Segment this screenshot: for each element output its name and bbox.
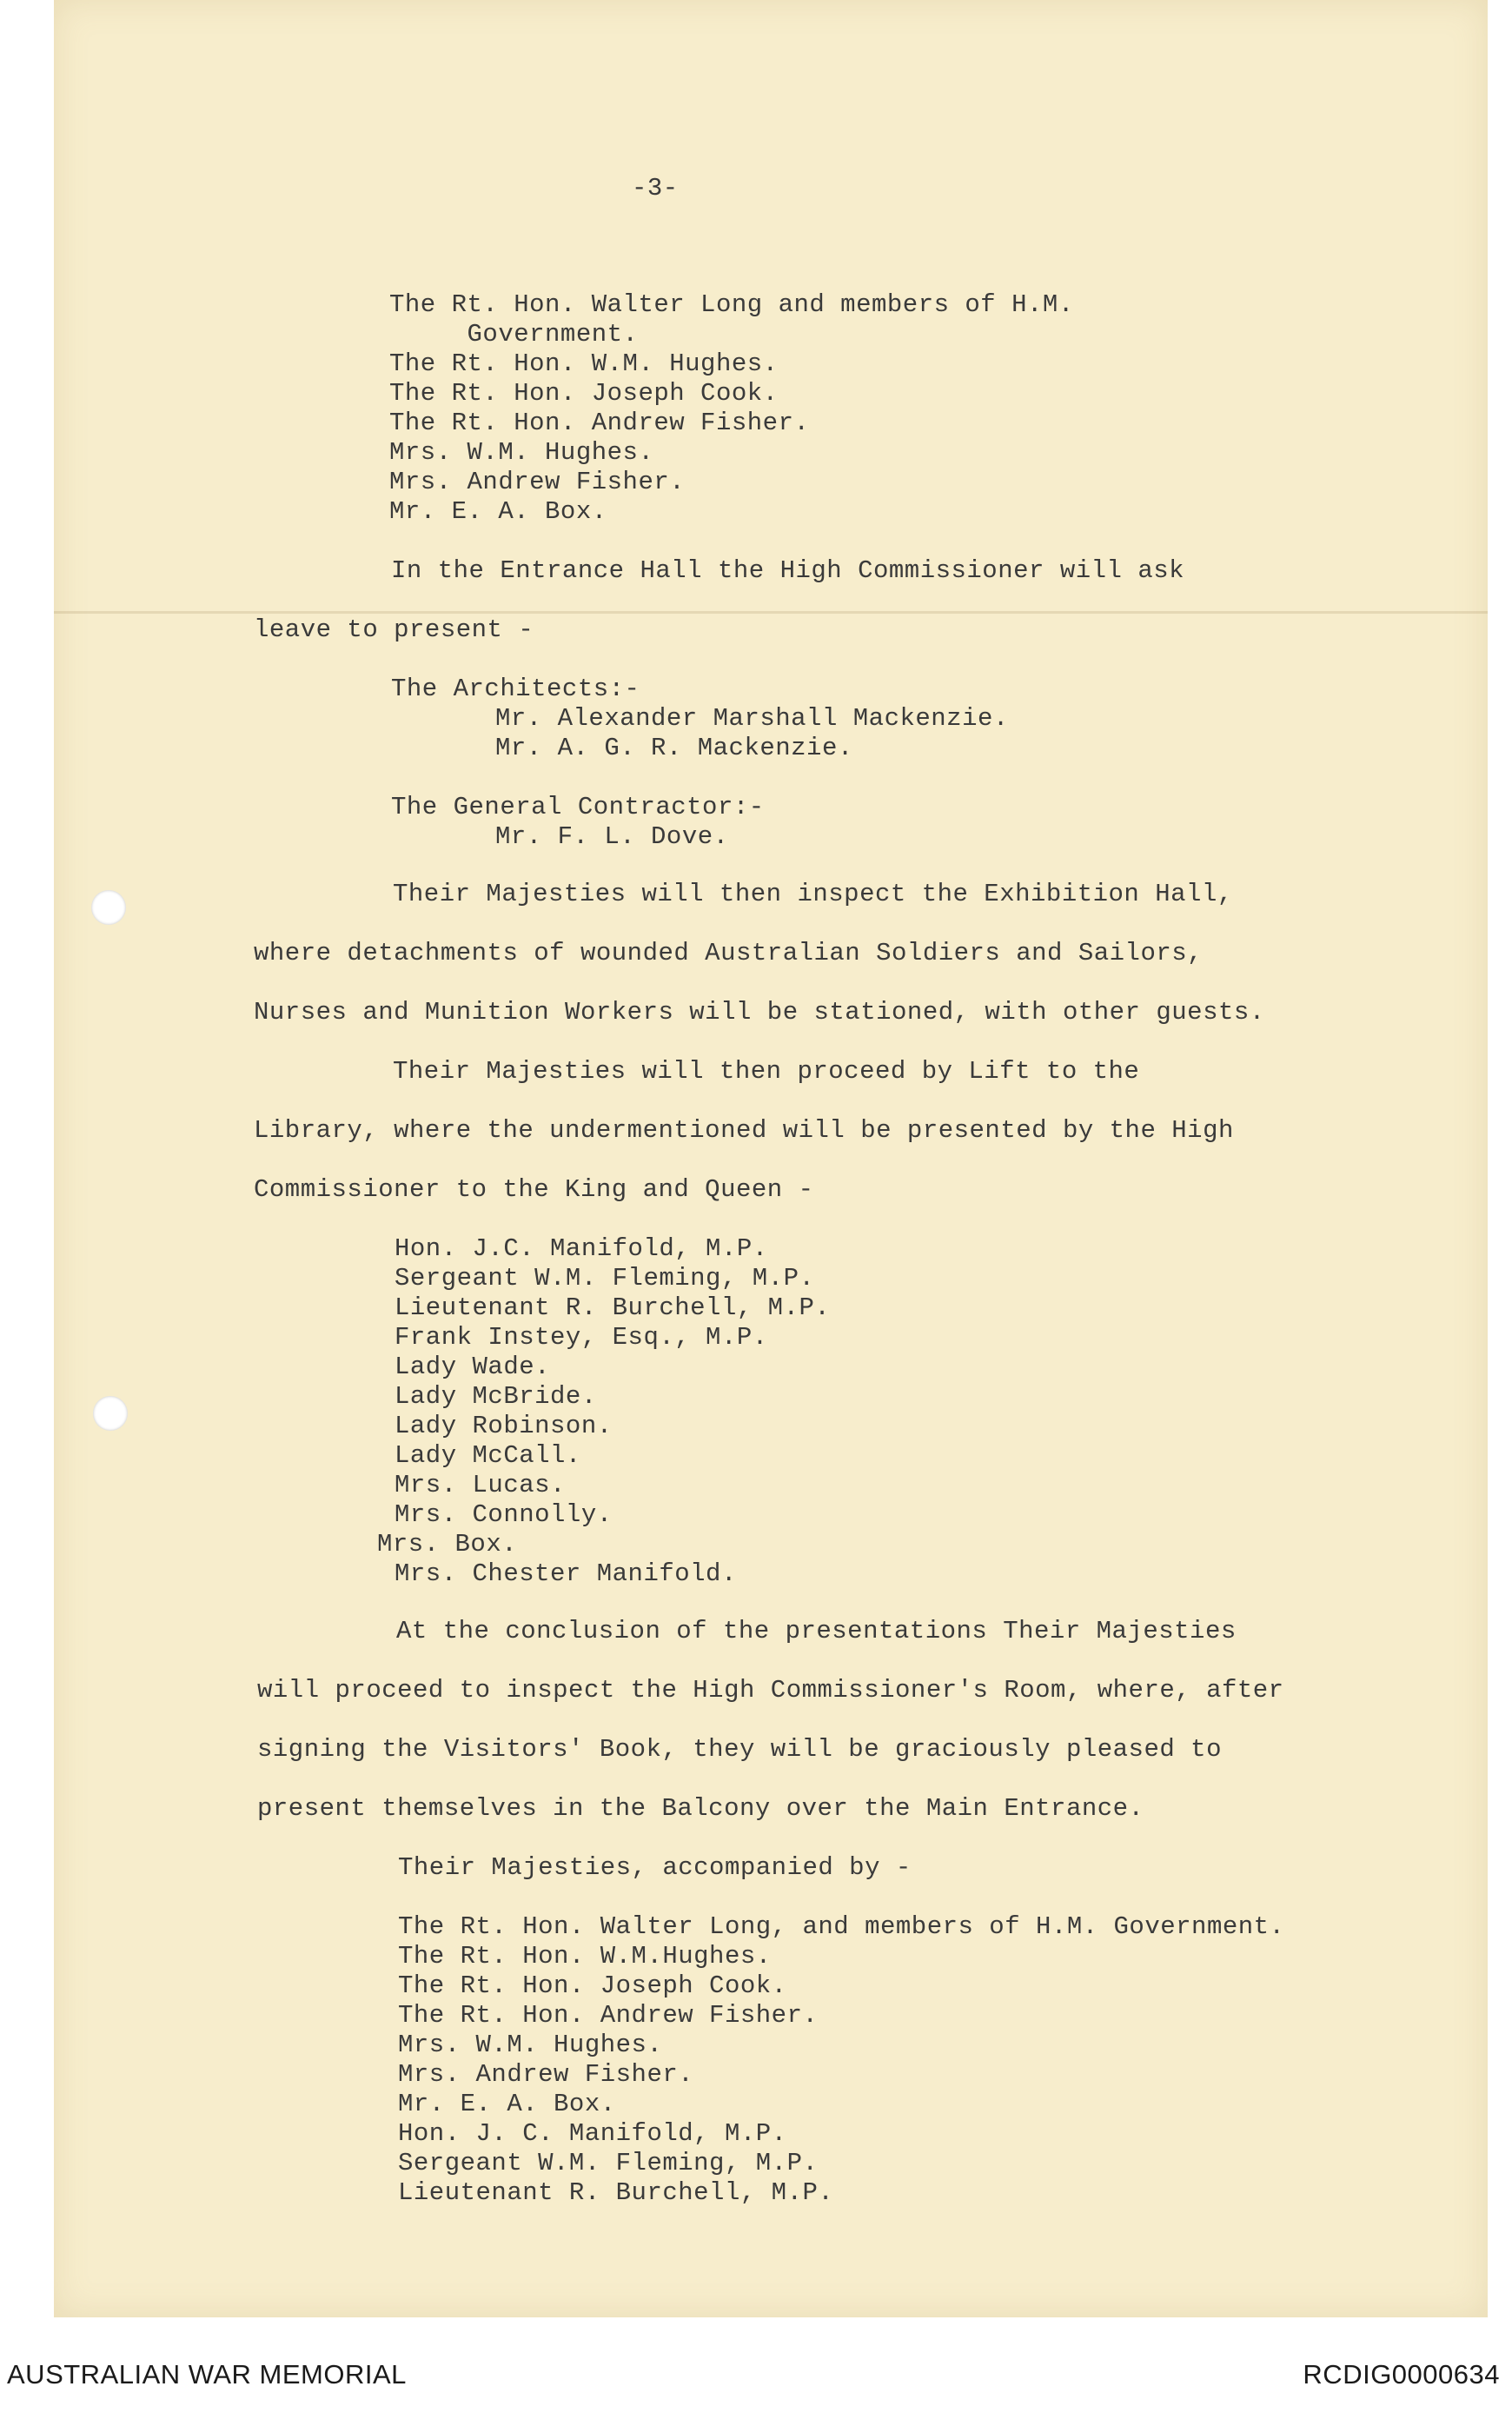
list-item: Hon. J.C. Manifold, M.P. bbox=[395, 1234, 768, 1263]
page-number: -3- bbox=[632, 174, 679, 203]
punch-hole bbox=[91, 890, 126, 925]
list-item: Sergeant W.M. Fleming, M.P. bbox=[395, 1264, 815, 1293]
document-paper bbox=[54, 0, 1488, 2317]
paragraph-line: signing the Visitors' Book, they will be graciously pleased to bbox=[257, 1735, 1222, 1764]
list-item: The Rt. Hon. Joseph Cook. bbox=[389, 379, 779, 408]
list-item: Hon. J. C. Manifold, M.P. bbox=[398, 2119, 787, 2148]
paragraph-line: At the conclusion of the presentations Their Majesties bbox=[396, 1617, 1237, 1645]
contractor-heading: The General Contractor:- bbox=[391, 793, 765, 821]
paragraph-line: where detachments of wounded Australian Soldiers and Sailors, bbox=[254, 939, 1204, 967]
paragraph-line: present themselves in the Balcony over the Main Entrance. bbox=[257, 1794, 1144, 1823]
architects-heading: The Architects:- bbox=[391, 675, 640, 703]
list-item: Lieutenant R. Burchell, M.P. bbox=[398, 2178, 834, 2207]
paragraph-line: Library, where the undermentioned will be presented by the High bbox=[254, 1116, 1234, 1145]
list-item: Mr. E. A. Box. bbox=[398, 2090, 616, 2118]
footer-record-id: RCDIG0000634 bbox=[1303, 2359, 1500, 2390]
list-item: Lady Wade. bbox=[395, 1353, 551, 1381]
list-item: Mrs. W.M. Hughes. bbox=[398, 2031, 663, 2059]
list-item: The Rt. Hon. Andrew Fisher. bbox=[389, 409, 810, 437]
list-item: The Rt. Hon. Walter Long and members of H.M. bbox=[389, 290, 1074, 319]
list-item: Lady McCall. bbox=[395, 1441, 581, 1470]
list-item: The Rt. Hon. Andrew Fisher. bbox=[398, 2001, 819, 2030]
list-item: Mrs. Chester Manifold. bbox=[395, 1559, 737, 1588]
list-item: The Rt. Hon. W.M.Hughes. bbox=[398, 1942, 772, 1971]
list-item: Lady Robinson. bbox=[395, 1412, 613, 1440]
paper-fold bbox=[54, 611, 1488, 614]
list-item: Mr. A. G. R. Mackenzie. bbox=[495, 734, 853, 762]
paragraph-line: Commissioner to the King and Queen - bbox=[254, 1175, 814, 1204]
list-item: The Rt. Hon. Joseph Cook. bbox=[398, 1971, 787, 2000]
paragraph-line: Nurses and Munition Workers will be stationed, with other guests. bbox=[254, 998, 1265, 1027]
list-item: Lieutenant R. Burchell, M.P. bbox=[395, 1293, 831, 1322]
list-item: Mrs. Andrew Fisher. bbox=[398, 2060, 694, 2089]
paragraph-line: will proceed to inspect the High Commissioner's Room, where, after bbox=[257, 1676, 1284, 1705]
paragraph-line: Their Majesties will then proceed by Lift to the bbox=[393, 1057, 1140, 1086]
punch-hole bbox=[93, 1396, 128, 1431]
list-item: The Rt. Hon. W.M. Hughes. bbox=[389, 349, 779, 378]
list-item: Government. bbox=[389, 320, 639, 349]
list-item: Frank Instey, Esq., M.P. bbox=[395, 1323, 768, 1352]
list-item: Mrs. Connolly. bbox=[395, 1500, 613, 1529]
list-item: Mrs. Lucas. bbox=[395, 1471, 566, 1499]
paragraph-line: In the Entrance Hall the High Commissioner will ask bbox=[391, 556, 1185, 585]
footer-institution: AUSTRALIAN WAR MEMORIAL bbox=[7, 2359, 407, 2390]
list-item: Mrs. Andrew Fisher. bbox=[389, 468, 686, 496]
list-item: The Rt. Hon. Walter Long, and members of H.M. Government. bbox=[398, 1912, 1285, 1941]
list-item: Sergeant W.M. Fleming, M.P. bbox=[398, 2149, 819, 2177]
list-item: Mr. F. L. Dove. bbox=[495, 822, 729, 851]
paragraph-line: Their Majesties will then inspect the Exhibition Hall, bbox=[393, 880, 1233, 908]
paragraph-line: leave to present - bbox=[254, 615, 534, 644]
list-item: Mrs. W.M. Hughes. bbox=[389, 438, 654, 467]
list-item: Mrs. Box. bbox=[377, 1530, 518, 1559]
list-item: Lady McBride. bbox=[395, 1382, 597, 1411]
list-item: Mr. E. A. Box. bbox=[389, 497, 607, 526]
list-item: Mr. Alexander Marshall Mackenzie. bbox=[495, 704, 1009, 733]
paragraph-line: Their Majesties, accompanied by - bbox=[398, 1853, 912, 1882]
